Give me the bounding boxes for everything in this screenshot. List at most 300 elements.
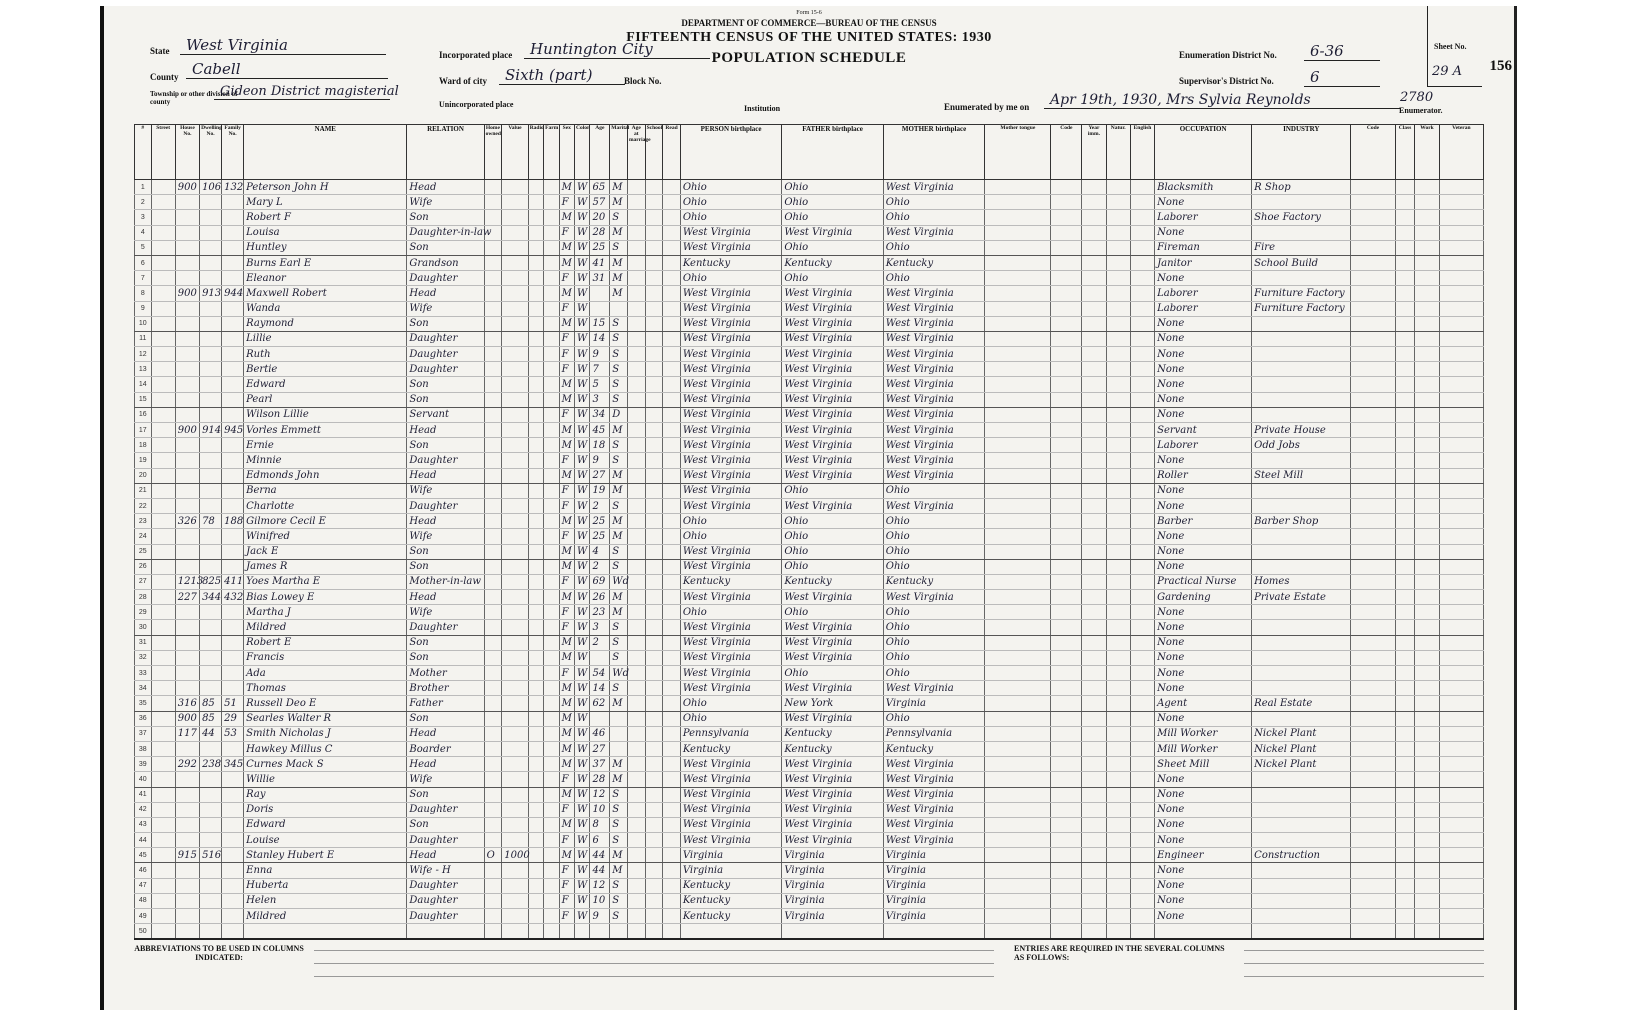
- cell-rel: Wife: [407, 483, 484, 498]
- cell-agem: [627, 650, 645, 665]
- cell-agem: [627, 362, 645, 377]
- cell-dw: 106: [200, 180, 222, 195]
- cell-tongue: [985, 438, 1051, 453]
- cell-radio: [528, 772, 543, 787]
- cell-bp: West Virginia: [680, 483, 781, 498]
- cell-race: W: [575, 605, 590, 620]
- table-row: [135, 863, 1484, 878]
- county-label: County: [150, 72, 179, 82]
- cell-radio: [528, 544, 543, 559]
- cell-read: [663, 741, 681, 756]
- cell-dw: [200, 225, 222, 240]
- cell-sex: M: [559, 210, 574, 225]
- cell-sex: F: [559, 909, 574, 924]
- cell-school: [645, 423, 663, 438]
- col-header-year-imm: Year imm.: [1082, 125, 1106, 180]
- cell-work: [1415, 696, 1439, 711]
- cell-n: 28: [135, 590, 152, 605]
- cell-name: Louisa: [244, 225, 407, 240]
- cell-school: [645, 848, 663, 863]
- cell-sex: F: [559, 863, 574, 878]
- cell-dw: [200, 909, 222, 924]
- table-row: [135, 711, 1484, 726]
- cell-read: [663, 909, 681, 924]
- cell-fam: [222, 924, 244, 939]
- cell-agem: [627, 377, 645, 392]
- cell-street: [151, 286, 175, 301]
- cell-yimm: [1082, 559, 1106, 574]
- cell-school: [645, 240, 663, 255]
- cell-dw: [200, 833, 222, 848]
- sheet-value: 29 A: [1432, 64, 1463, 79]
- cell-yimm: [1082, 909, 1106, 924]
- col-header-occ-code: Code: [1351, 125, 1395, 180]
- cell-vet: [1439, 544, 1483, 559]
- cell-n: 26: [135, 559, 152, 574]
- cell-eng: [1130, 863, 1154, 878]
- cell-age: 23: [590, 605, 610, 620]
- cell-school: [645, 347, 663, 362]
- cell-school: [645, 924, 663, 939]
- cell-mbp: West Virginia: [883, 225, 984, 240]
- cell-tongue: [985, 711, 1051, 726]
- cell-nat: [1106, 878, 1130, 893]
- cell-cls: [1395, 483, 1415, 498]
- table-row: [135, 423, 1484, 438]
- cell-school: [645, 741, 663, 756]
- cell-sex: M: [559, 240, 574, 255]
- cell-race: W: [575, 757, 590, 772]
- cell-name: Peterson John H: [244, 180, 407, 195]
- cell-eng: [1130, 498, 1154, 513]
- cell-read: [663, 833, 681, 848]
- cell-cls: [1395, 271, 1415, 286]
- cell-read: [663, 605, 681, 620]
- cell-cls: [1395, 635, 1415, 650]
- cell-radio: [528, 635, 543, 650]
- cell-tongue: [985, 666, 1051, 681]
- cell-cls: [1395, 711, 1415, 726]
- cell-vet: [1439, 711, 1483, 726]
- cell-nat: [1106, 559, 1130, 574]
- cell-occ: None: [1155, 666, 1252, 681]
- cell-race: W: [575, 316, 590, 331]
- cell-bp: Ohio: [680, 605, 781, 620]
- cell-mbp: West Virginia: [883, 802, 984, 817]
- cell-agem: [627, 590, 645, 605]
- cell-sex: F: [559, 195, 574, 210]
- cell-rel: Servant: [407, 407, 484, 422]
- cell-dw: [200, 407, 222, 422]
- cell-tongue: [985, 271, 1051, 286]
- cell-work: [1415, 605, 1439, 620]
- cell-own: [484, 438, 502, 453]
- cell-vet: [1439, 833, 1483, 848]
- cell-school: [645, 286, 663, 301]
- cell-agem: [627, 802, 645, 817]
- cell-street: [151, 574, 175, 589]
- cell-ms: M: [610, 483, 628, 498]
- cell-val: [502, 407, 528, 422]
- cell-ind: Nickel Plant: [1252, 757, 1351, 772]
- cell-code: [1051, 863, 1082, 878]
- cell-farm: [544, 620, 559, 635]
- table-row: [135, 787, 1484, 802]
- cell-yimm: [1082, 590, 1106, 605]
- cell-cls: [1395, 817, 1415, 832]
- form-number: Form 15-6: [796, 10, 822, 16]
- cell-bp: West Virginia: [680, 468, 781, 483]
- cell-sex: F: [559, 453, 574, 468]
- cell-ocode: [1351, 271, 1395, 286]
- cell-sex: F: [559, 225, 574, 240]
- cell-n: 9: [135, 301, 152, 316]
- cell-read: [663, 574, 681, 589]
- cell-name: Mildred: [244, 909, 407, 924]
- cell-ms: S: [610, 240, 628, 255]
- cell-read: [663, 620, 681, 635]
- cell-cls: [1395, 377, 1415, 392]
- col-header-read: Read: [663, 125, 681, 180]
- cell-mbp: Ohio: [883, 711, 984, 726]
- cell-radio: [528, 574, 543, 589]
- cell-yimm: [1082, 468, 1106, 483]
- cell-eng: [1130, 741, 1154, 756]
- ward-label: Ward of city: [439, 76, 487, 86]
- cell-fam: 29: [222, 711, 244, 726]
- cell-sex: M: [559, 392, 574, 407]
- cell-age: 8: [590, 817, 610, 832]
- cell-house: 316: [175, 696, 199, 711]
- cell-n: 45: [135, 848, 152, 863]
- cell-farm: [544, 377, 559, 392]
- cell-house: 326: [175, 514, 199, 529]
- cell-nat: [1106, 255, 1130, 270]
- cell-age: 19: [590, 483, 610, 498]
- cell-occ: None: [1155, 650, 1252, 665]
- cell-ms: S: [610, 544, 628, 559]
- cell-sex: F: [559, 574, 574, 589]
- cell-read: [663, 331, 681, 346]
- cell-age: [590, 650, 610, 665]
- cell-vet: [1439, 331, 1483, 346]
- cell-work: [1415, 529, 1439, 544]
- cell-house: [175, 331, 199, 346]
- cell-fbp: West Virginia: [782, 817, 883, 832]
- cell-fam: [222, 863, 244, 878]
- cell-read: [663, 347, 681, 362]
- cell-ms: M: [610, 590, 628, 605]
- cell-house: [175, 741, 199, 756]
- cell-tongue: [985, 620, 1051, 635]
- cell-vet: [1439, 863, 1483, 878]
- cell-school: [645, 802, 663, 817]
- cell-cls: [1395, 240, 1415, 255]
- cell-name: Martha J: [244, 605, 407, 620]
- cell-ind: School Build: [1252, 255, 1351, 270]
- cell-code: [1051, 180, 1082, 195]
- cell-race: W: [575, 286, 590, 301]
- cell-val: [502, 574, 528, 589]
- cell-cls: [1395, 180, 1415, 195]
- cell-race: W: [575, 195, 590, 210]
- enumerator-code: 2780: [1400, 90, 1434, 105]
- cell-work: [1415, 574, 1439, 589]
- cell-school: [645, 362, 663, 377]
- cell-school: [645, 574, 663, 589]
- cell-fam: [222, 878, 244, 893]
- cell-dw: [200, 453, 222, 468]
- cell-mbp: Kentucky: [883, 574, 984, 589]
- cell-sex: F: [559, 529, 574, 544]
- cell-name: Minnie: [244, 453, 407, 468]
- cell-tongue: [985, 817, 1051, 832]
- cell-agem: [627, 741, 645, 756]
- cell-agem: [627, 483, 645, 498]
- cell-mbp: West Virginia: [883, 423, 984, 438]
- cell-school: [645, 271, 663, 286]
- cell-ind: [1252, 635, 1351, 650]
- cell-mbp: West Virginia: [883, 347, 984, 362]
- cell-dw: [200, 681, 222, 696]
- cell-race: W: [575, 468, 590, 483]
- cell-agem: [627, 893, 645, 908]
- cell-n: 20: [135, 468, 152, 483]
- cell-read: [663, 544, 681, 559]
- cell-val: [502, 316, 528, 331]
- cell-ms: S: [610, 909, 628, 924]
- cell-nat: [1106, 863, 1130, 878]
- cell-age: 14: [590, 681, 610, 696]
- cell-bp: West Virginia: [680, 635, 781, 650]
- cell-street: [151, 225, 175, 240]
- cell-fbp: Ohio: [782, 180, 883, 195]
- cell-mbp: West Virginia: [883, 681, 984, 696]
- col-header-english: English: [1130, 125, 1154, 180]
- col-header-age: Age: [590, 125, 610, 180]
- cell-cls: [1395, 757, 1415, 772]
- cell-dw: 516: [200, 848, 222, 863]
- cell-fam: [222, 362, 244, 377]
- block-label: Block No.: [624, 76, 662, 86]
- cell-agem: [627, 574, 645, 589]
- census-title: FIFTEENTH CENSUS OF THE UNITED STATES: 1930: [626, 30, 992, 45]
- cell-ind: [1252, 893, 1351, 908]
- cell-own: [484, 802, 502, 817]
- cell-agem: [627, 620, 645, 635]
- cell-house: 1213: [175, 574, 199, 589]
- cell-sex: F: [559, 498, 574, 513]
- cell-rel: Father: [407, 696, 484, 711]
- cell-dw: [200, 817, 222, 832]
- cell-rel: Wife: [407, 195, 484, 210]
- cell-cls: [1395, 574, 1415, 589]
- cell-code: [1051, 301, 1082, 316]
- department-heading: DEPARTMENT OF COMMERCE—BUREAU OF THE CENSUS: [681, 18, 937, 28]
- cell-radio: [528, 605, 543, 620]
- cell-eng: [1130, 726, 1154, 741]
- cell-n: 39: [135, 757, 152, 772]
- cell-yimm: [1082, 741, 1106, 756]
- cell-cls: [1395, 848, 1415, 863]
- cell-race: W: [575, 529, 590, 544]
- cell-read: [663, 377, 681, 392]
- cell-nat: [1106, 301, 1130, 316]
- cell-own: [484, 878, 502, 893]
- cell-sex: M: [559, 438, 574, 453]
- cell-vet: [1439, 286, 1483, 301]
- cell-agem: [627, 726, 645, 741]
- cell-n: 24: [135, 529, 152, 544]
- cell-val: [502, 453, 528, 468]
- cell-val: [502, 757, 528, 772]
- cell-house: 900: [175, 423, 199, 438]
- cell-name: Robert E: [244, 635, 407, 650]
- cell-eng: [1130, 180, 1154, 195]
- cell-radio: [528, 863, 543, 878]
- cell-mbp: West Virginia: [883, 453, 984, 468]
- cell-ms: [610, 301, 628, 316]
- cell-own: [484, 650, 502, 665]
- cell-rel: Head: [407, 590, 484, 605]
- cell-n: 4: [135, 225, 152, 240]
- cell-bp: Kentucky: [680, 574, 781, 589]
- cell-vet: [1439, 498, 1483, 513]
- cell-bp: West Virginia: [680, 559, 781, 574]
- abbreviations-title: ABBREVIATIONS TO BE USED IN COLUMNS INDICATED:: [134, 944, 304, 962]
- cell-n: 21: [135, 483, 152, 498]
- cell-yimm: [1082, 514, 1106, 529]
- cell-ocode: [1351, 240, 1395, 255]
- cell-mbp: West Virginia: [883, 377, 984, 392]
- cell-code: [1051, 726, 1082, 741]
- cell-sex: F: [559, 772, 574, 787]
- cell-ocode: [1351, 590, 1395, 605]
- cell-n: 8: [135, 286, 152, 301]
- cell-ms: Wd: [610, 666, 628, 681]
- cell-sex: F: [559, 666, 574, 681]
- cell-agem: [627, 787, 645, 802]
- cell-agem: [627, 909, 645, 924]
- cell-val: [502, 696, 528, 711]
- cell-val: [502, 180, 528, 195]
- cell-own: [484, 666, 502, 681]
- cell-school: [645, 498, 663, 513]
- cell-vet: [1439, 195, 1483, 210]
- cell-own: [484, 286, 502, 301]
- cell-name: Edward: [244, 817, 407, 832]
- cell-fam: [222, 407, 244, 422]
- cell-house: [175, 893, 199, 908]
- cell-ms: S: [610, 377, 628, 392]
- cell-cls: [1395, 878, 1415, 893]
- cell-yimm: [1082, 817, 1106, 832]
- cell-ms: S: [610, 787, 628, 802]
- cell-race: W: [575, 347, 590, 362]
- cell-fbp: West Virginia: [782, 286, 883, 301]
- cell-street: [151, 909, 175, 924]
- cell-dw: [200, 240, 222, 255]
- cell-occ: None: [1155, 331, 1252, 346]
- cell-tongue: [985, 392, 1051, 407]
- cell-cls: [1395, 210, 1415, 225]
- cell-ms: S: [610, 681, 628, 696]
- cell-age: [590, 286, 610, 301]
- cell-dw: [200, 301, 222, 316]
- cell-agem: [627, 833, 645, 848]
- cell-street: [151, 407, 175, 422]
- cell-mbp: West Virginia: [883, 331, 984, 346]
- cell-fbp: Virginia: [782, 863, 883, 878]
- cell-house: [175, 407, 199, 422]
- cell-own: [484, 544, 502, 559]
- cell-tongue: [985, 848, 1051, 863]
- cell-house: [175, 377, 199, 392]
- cell-farm: [544, 833, 559, 848]
- cell-name: Charlotte: [244, 498, 407, 513]
- cell-farm: [544, 711, 559, 726]
- cell-dw: [200, 347, 222, 362]
- cell-code: [1051, 650, 1082, 665]
- cell-yimm: [1082, 635, 1106, 650]
- cell-val: 1000: [502, 848, 528, 863]
- cell-radio: [528, 392, 543, 407]
- cell-bp: West Virginia: [680, 331, 781, 346]
- cell-dw: 825: [200, 574, 222, 589]
- cell-n: 49: [135, 909, 152, 924]
- cell-name: Wilson Lillie: [244, 407, 407, 422]
- cell-bp: West Virginia: [680, 650, 781, 665]
- cell-eng: [1130, 286, 1154, 301]
- cell-dw: [200, 787, 222, 802]
- cell-name: Jack E: [244, 544, 407, 559]
- cell-agem: [627, 195, 645, 210]
- col-header-code: Code: [1051, 125, 1082, 180]
- cell-yimm: [1082, 696, 1106, 711]
- cell-farm: [544, 878, 559, 893]
- cell-vet: [1439, 453, 1483, 468]
- cell-yimm: [1082, 620, 1106, 635]
- cell-code: [1051, 423, 1082, 438]
- cell-radio: [528, 787, 543, 802]
- cell-nat: [1106, 924, 1130, 939]
- cell-house: [175, 498, 199, 513]
- cell-val: [502, 195, 528, 210]
- cell-vet: [1439, 681, 1483, 696]
- cell-house: [175, 620, 199, 635]
- cell-read: [663, 559, 681, 574]
- cell-fam: 51: [222, 696, 244, 711]
- cell-sex: F: [559, 620, 574, 635]
- cell-read: [663, 483, 681, 498]
- cell-mbp: West Virginia: [883, 438, 984, 453]
- cell-val: [502, 210, 528, 225]
- cell-age: 41: [590, 255, 610, 270]
- cell-street: [151, 650, 175, 665]
- cell-nat: [1106, 453, 1130, 468]
- cell-val: [502, 650, 528, 665]
- cell-race: W: [575, 650, 590, 665]
- cell-rel: Head: [407, 726, 484, 741]
- cell-occ: Laborer: [1155, 286, 1252, 301]
- cell-street: [151, 210, 175, 225]
- cell-ind: [1252, 529, 1351, 544]
- cell-occ: [1155, 924, 1252, 939]
- cell-fam: [222, 544, 244, 559]
- cell-tongue: [985, 529, 1051, 544]
- cell-bp: West Virginia: [680, 757, 781, 772]
- cell-bp: West Virginia: [680, 423, 781, 438]
